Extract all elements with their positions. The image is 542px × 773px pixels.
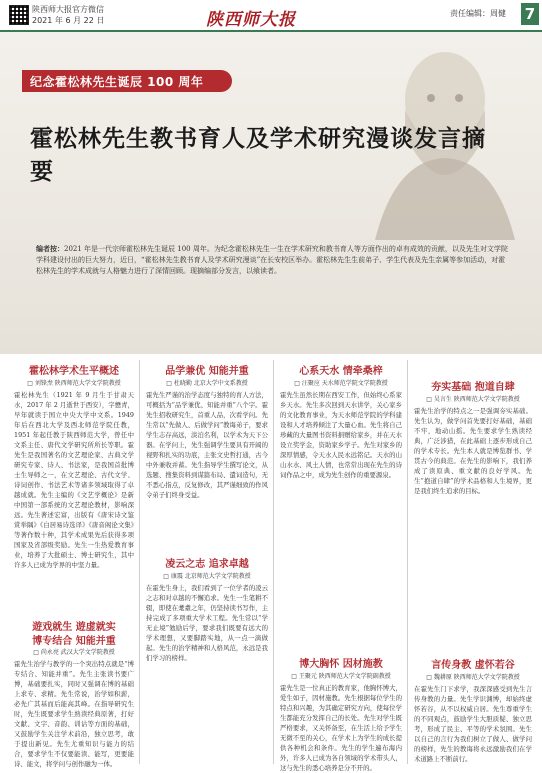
editor-note: [36, 243, 508, 277]
article-body-6: 霍先生是一位真正的教育家，他胸怀博大，爱生如子，因材施教。先生根据每位学生的特点和兴趣，为其确定研究方向，使每位学生都能充分发挥自己的长处。先生对学生既严格要求，又关怀备至，在生活上给予学生无微不至的关心，在学术上为学生的成长提供各种机会和条件。先生的学生遍布海内外，许多人已成为各自领域的学术带头人，这与先生的悉心培养是分不开的。: [280, 684, 402, 772]
article-title-4: 凌云之志 追求卓越: [165, 559, 249, 570]
article-author-3: □ 杜晓勤 北京大学中文系教授: [166, 380, 248, 387]
article-author-1: □ 刘锋焘 陕西师范大学文学院教授: [27, 380, 121, 387]
editor-note-label: 编者按：: [36, 244, 64, 253]
editor-note-text: 2021 年是一代宗师霍松林先生诞辰 100 周年。为纪念霍松林先生一生在学术研究和教书育人等方面作出的卓有成效的贡献，以及先生对文学院学科建设付出的巨大努力，近日，“霍松林先生教书育人及学术研究漫谈”在长安校区举办。霍松林先生生前弟子、学生代表及先生亲属等参加活动，对霍松林先生的学术成就与人格魅力进行了深情回顾。现摘编部分发言，以飨读者。: [36, 245, 508, 275]
article-author-4: □ 康震 北京师范大学文学院教授: [163, 573, 251, 580]
article-subtitle-2: 博专结合 知能并重: [32, 636, 116, 647]
article-body-1: 霍松林先生（1921 年 9 月生于甘肃天水，2017 年 2 月逝世于西安），字懋青，早年就读于国立中央大学中文系。1949 年后在西北大学及西北师范学院任教，1951 年起任教于陕西师范大学，曾任中文系主任、唐代文学研究所所长等职。霍先生是我国著名的文艺理论家、古典文学研究专家、诗人、书法家，是我国首批博士生导师之一，在文艺理论、古代文学、诗词创作、书法艺术等诸多领域取得了卓越成就。先生主编的《文艺学概论》是新中国第一部系统的文艺理论教材，影响深远。先生著述宏富，出版有《唐宋诗文鉴赏举隅》《白居易诗选译》《唐音阁论文集》等著作数十种，其学术成果先后获得多项国家及省部级奖励。先生一生热爱教育事业，培养了大批硕士、博士研究生，其中许多人已成为学界的中坚力量。: [14, 391, 134, 569]
article-author-2: □ 尚永亮 武汉大学文学院教授: [33, 649, 115, 656]
header-source: 陕西师大报官方微信: [32, 5, 104, 14]
page-number: 7: [521, 3, 539, 25]
article-author-5: □ 汪聚应 天水师范学院文学院教授: [294, 380, 388, 387]
column-divider: [139, 360, 140, 764]
header-date: 2021 年 6 月 22 日: [32, 16, 105, 25]
article-title-3: 品学兼优 知能并重: [165, 366, 249, 377]
masthead: 陕西师大报: [206, 10, 296, 30]
article-title-1: 霍松林学术生平概述: [29, 366, 119, 377]
article-title-8: 言传身教 虚怀若谷: [431, 660, 515, 671]
article-body-5: 霍先生虽然长期在西安工作，但始终心系家乡天水。先生多次回到天水讲学，关心家乡的文化教育事业，为天水师范学院的学科建设和人才培养倾注了大量心血。先生将自己珍藏的大量图书资料捐赠给家乡，并在天水设立奖学金，资助家乡学子。先生对家乡的深厚情感，令天水人民永远铭记。天水的山山水水、风土人情，也常常出现在先生的诗词作品之中，成为先生创作的重要源泉。: [280, 391, 402, 479]
column-divider: [407, 360, 408, 764]
article-title-6: 博大胸怀 因材施教: [299, 659, 383, 670]
header-editor: 责任编辑：周健: [450, 9, 506, 18]
column-divider: [273, 360, 274, 764]
article-author-6: □ 王聚元 陕西师范大学文学院副教授: [291, 673, 391, 680]
article-author-7: □ 吴言生 陕西师范大学文学院教授: [426, 396, 520, 403]
page-title: 霍松林先生教书育人及学术研究漫谈发言摘要: [30, 125, 486, 185]
article-body-4: 在霍先生身上，我们看到了一位学者的凌云之志和对卓越的不懈追求。先生一生笔耕不辍，即使在耄耋之年，仍坚持读书写作，主持完成了多项重大学术工程。先生常以“学无止境”勉励后学，要求我们既要有远大的学术理想，又要脚踏实地，从一点一滴做起。先生的治学精神和人格风范，永远是我们学习的榜样。: [146, 584, 268, 662]
article-author-8: □ 魏耕原 陕西师范大学文学院教授: [426, 674, 520, 681]
article-body-8: 在霍先生门下求学，我深深感受到先生言传身教的力量。先生学识渊博，却始终虚怀若谷，从不以权威自居。先生尊重学生的不同观点，鼓励学生大胆质疑、独立思考，形成了民主、平等的学术氛围。先生以自己的言行为我们树立了做人、做学问的榜样，先生的教诲将永远激励我们在学术道路上不断前行。: [414, 685, 532, 763]
qr-code-icon: [9, 5, 29, 25]
article-title-2: 遊戏就生 遊虚就实: [32, 622, 116, 633]
article-body-7: 霍先生治学的特点之一是强调夯实基础。先生认为，做学问首先要打好基础，基础不牢，地动山摇。先生要求学生熟读经典，广泛涉猎，在此基础上逐步形成自己的学术专长。先生本人就是博览群书、学贯古今的典范。在先生的影响下，我们养成了读原典、重文献的良好学风。先生“抱道自肆”的学术品格和人生境界，更是我们终生追求的目标。: [414, 407, 532, 495]
ribbon-text: 纪念霍松林先生诞辰 100 周年: [30, 75, 204, 89]
article-title-5: 心系天水 情牵桑梓: [299, 366, 383, 377]
article-title-7: 夯实基础 抱道自肆: [431, 382, 515, 393]
article-body-2: 霍先生治学与教学的一个突出特点就是“博专结合、知能并重”。先生主张读书要广博，基础要扎实，同时又强调在博的基础上求专、求精。先生常说，治学如积薪，必先广其基而后能高其峰。在指导研究生时，先生既要求学生熟读经典原著，打好文献、文字、音韵、训诂等方面的基础，又鼓励学生关注学术前沿，独立思考，敢于提出新见。先生尤重知识与能力的结合，要求学生不仅要能读、能写，更要能诗、能文，将学问与创作融为一体。: [14, 660, 134, 768]
article-body-3: 霍先生严谨的治学态度与独特的育人方法，可概括为“品学兼优、知能并重”八个字。霍先生招收研究生，首重人品，次看学问。先生常以“先做人、后做学问”教诲弟子，要求学生志存高远，淡泊名利，以学术为天下公器。在学问上，先生强调学生要具有开阔的视野和扎实的功底，主张文史哲打通，古今中外兼收并蓄。先生指导学生撰写论文，从选题、搜集资料到谋篇布局、遣词造句，无不悉心指点，反复修改，其严谨细致的作风令弟子们终身受益。: [146, 391, 268, 499]
